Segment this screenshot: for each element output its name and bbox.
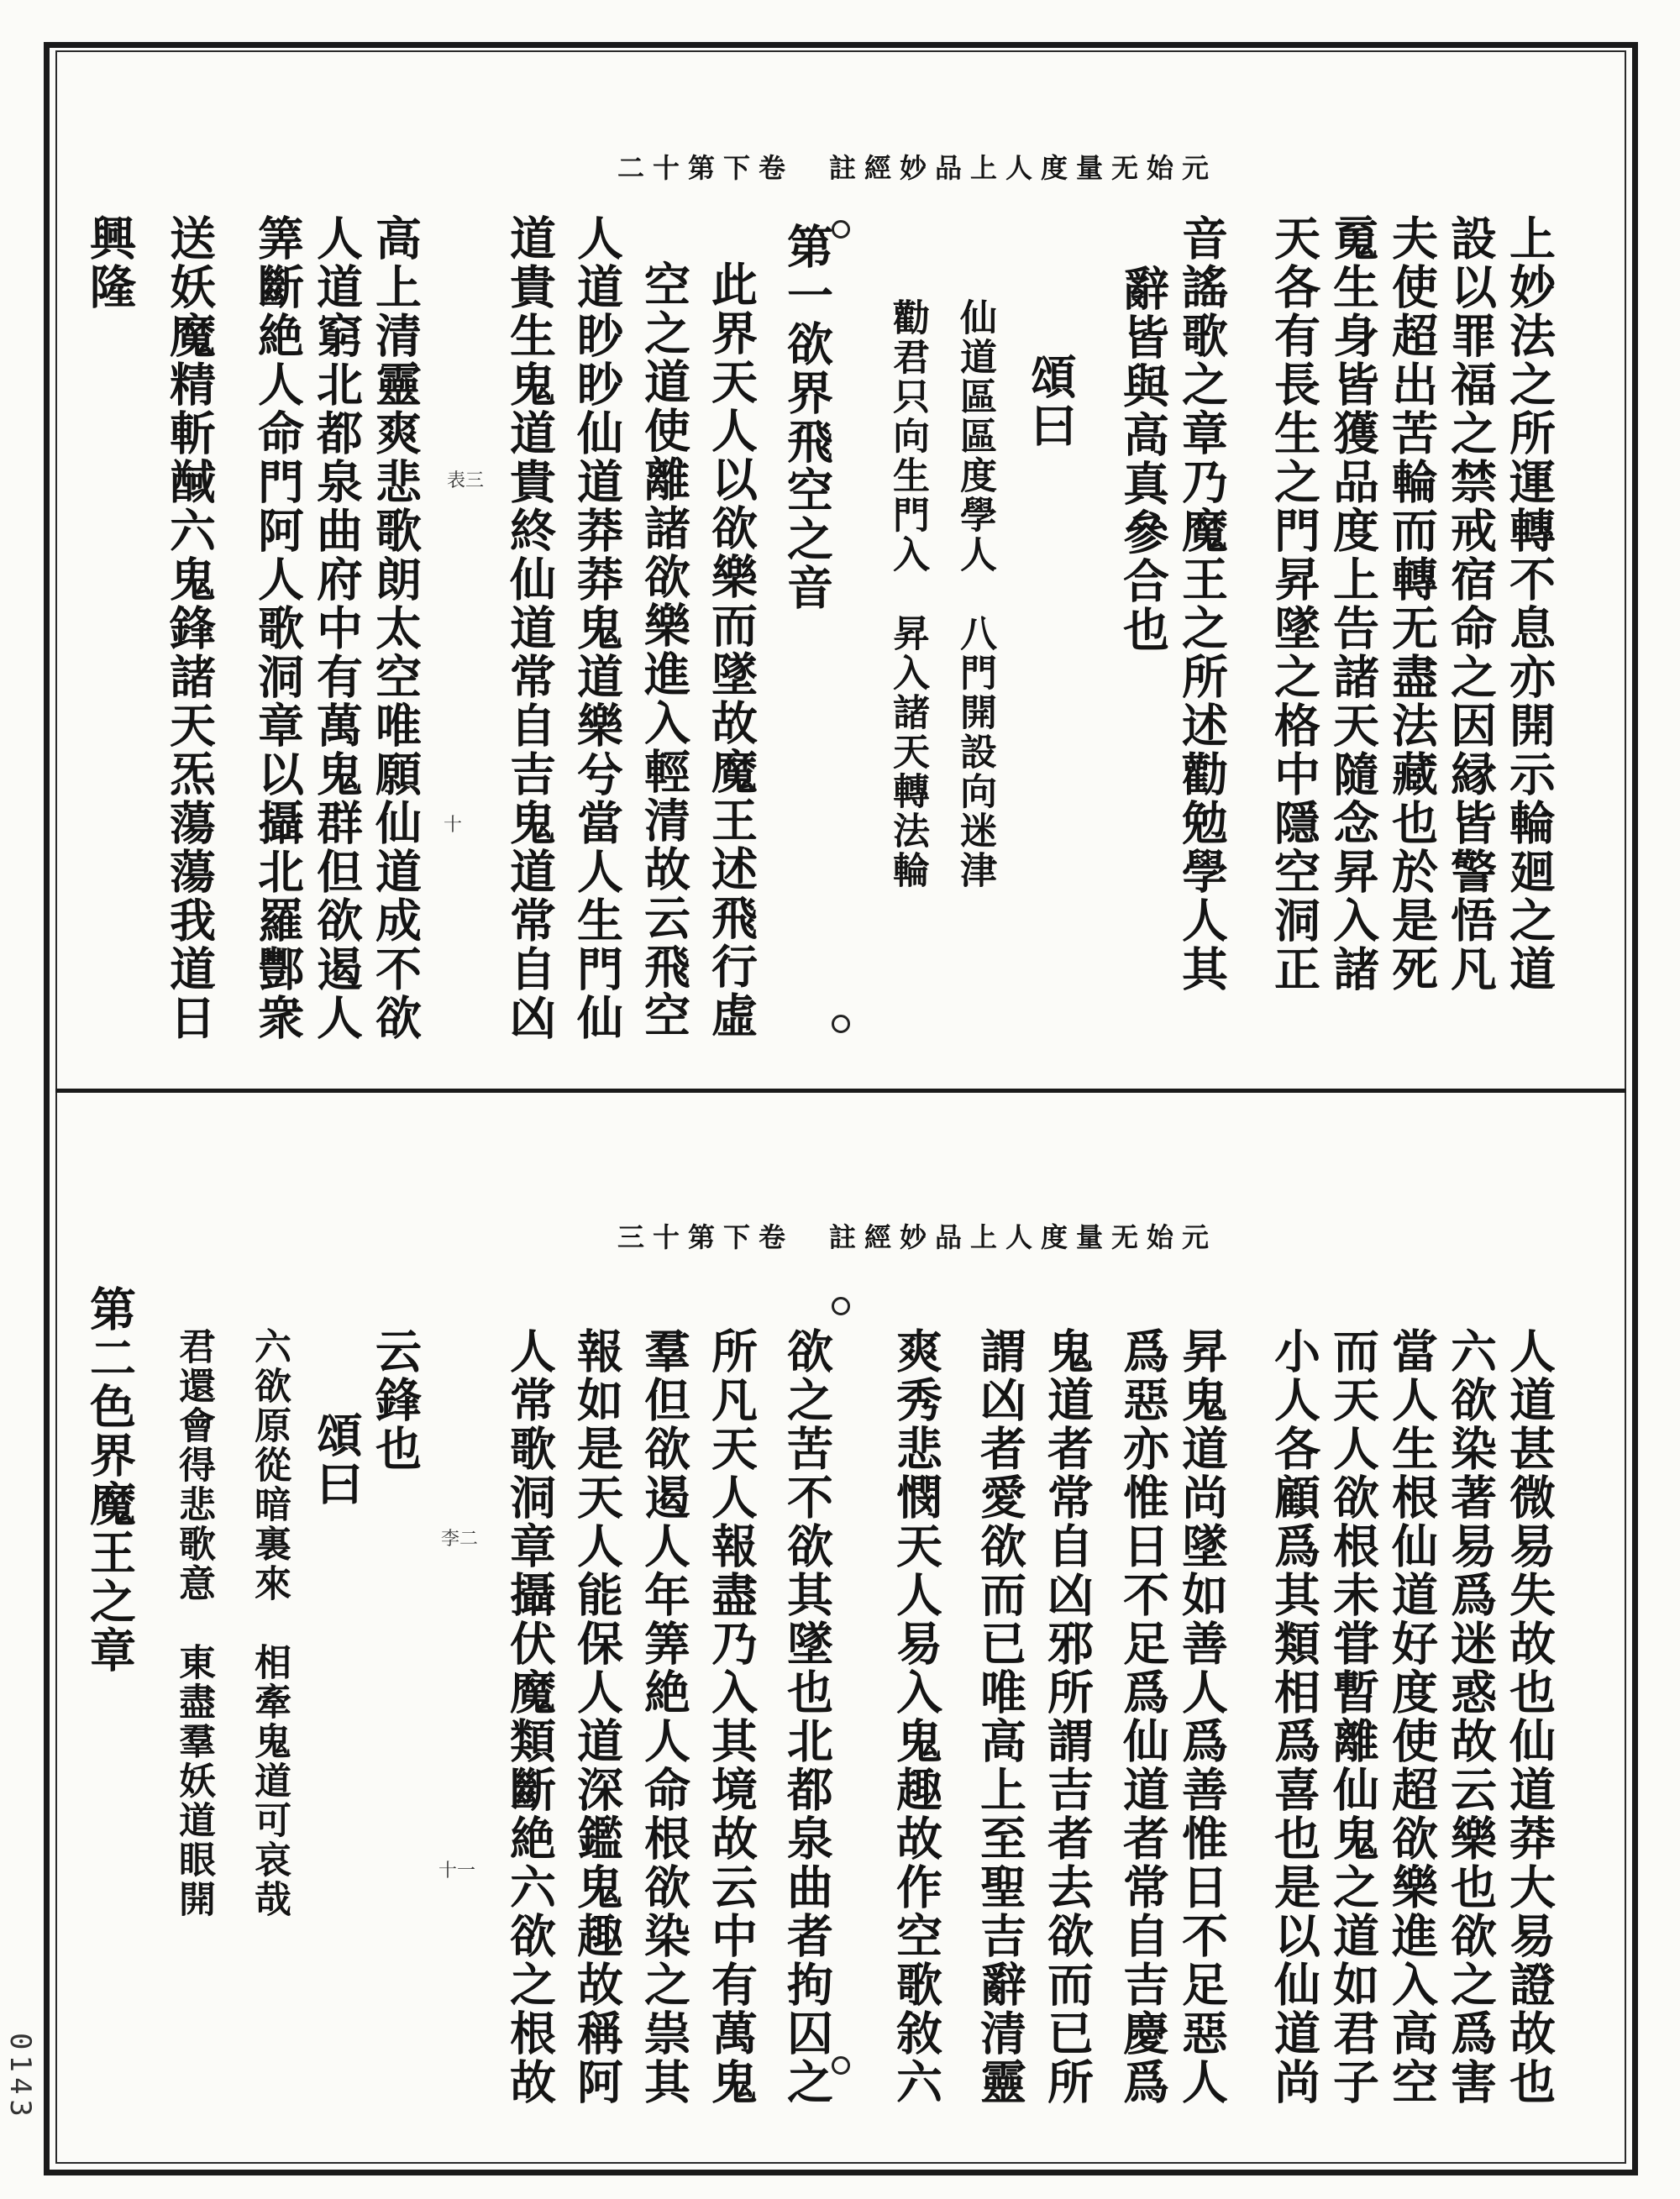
- top-col-7: 辭皆與高真參合也: [1116, 265, 1170, 654]
- top-col-20: 興隆: [82, 214, 137, 312]
- top-col-8: 頌曰: [1023, 353, 1078, 450]
- top-col-1: 上妙法之所運轉不息亦開示輪廻之道: [1502, 214, 1557, 994]
- bottom-col-1: 人道甚微易失故也仙道莽大易證故也: [1502, 1327, 1557, 2107]
- top-col-13: 空之道使離諸欲樂進入輕清故云飛空: [637, 260, 691, 1040]
- top-col-3: 夫使超出苦輪而轉无盡法藏也於是死: [1384, 214, 1439, 994]
- bottom-col-14: 報如是天人能保人道深鑑鬼趣故稱阿: [570, 1327, 624, 2107]
- bottom-col-10: 爽秀悲憫天人易入鬼趣故作空歌敘六: [889, 1327, 943, 2107]
- paragraph-circle-mark: [832, 2056, 850, 2075]
- bottom-col-8: 鬼道者常自凶邪所謂吉者去欲而已所: [1040, 1327, 1095, 2107]
- bottom-col-12: 所凡天人報盡乃入其境故云中有萬鬼: [704, 1327, 759, 2107]
- top-col-9: 仙道區區度學人 八門開設向迷津: [953, 298, 996, 890]
- bottom-col-20: 第二色界魔王之章: [82, 1285, 137, 1675]
- bottom-col-19: 君還會得悲歌意 東盡羣妖道眼開: [172, 1327, 215, 1919]
- top-col-14: 人道眇眇仙道莽莽鬼道樂兮當人生門仙: [570, 214, 624, 1042]
- margin-note: 十: [444, 815, 463, 836]
- paragraph-circle-mark: [832, 1297, 850, 1315]
- bottom-col-15: 人常歌洞章攝伏魔類斷絶六欲之根故: [502, 1327, 557, 2107]
- bottom-col-5: 小人各顧爲其類相爲喜也是以仙道尚: [1267, 1327, 1321, 2107]
- bottom-col-13: 羣但欲遏人年筭絶人命根欲染之祟其: [637, 1327, 691, 2107]
- bottom-col-7: 爲惡亦惟日不足爲仙道者常自吉慶爲: [1116, 1327, 1170, 2107]
- top-col-11: 第一欲界飛空之音: [780, 223, 834, 612]
- bottom-col-17: 頌曰: [309, 1411, 364, 1509]
- top-col-2: 設以罪福之禁戒宿命之因縁皆警悟凡: [1443, 214, 1498, 994]
- paragraph-circle-mark: [832, 220, 850, 239]
- top-col-19: 送妖魔精斬䤋六鬼鋒諸天炁蕩蕩我道日: [162, 214, 217, 1042]
- top-col-10: 勸君只向生門入 昇入諸天轉法輪: [886, 298, 929, 890]
- bottom-col-2: 六欲染著易爲迷惑故云樂也欲之爲害: [1443, 1327, 1498, 2107]
- bottom-col-6: 昇鬼道尚墜如善人爲善惟日不足惡人: [1174, 1327, 1229, 2107]
- top-col-4: 䰟生身皆獲品度上告諸天隨念昇入諸: [1326, 214, 1380, 994]
- bottom-panel-header: 三十第下卷 註經妙品上人度量无始元: [617, 1221, 1218, 1253]
- top-col-16: 高上清靈爽悲歌朗太空唯願仙道成不欲: [368, 214, 423, 1042]
- top-panel-header: 二十第下卷 註經妙品上人度量无始元: [617, 152, 1218, 184]
- top-col-12: 此界天人以欲樂而墜故魔王述飛行虛: [704, 260, 759, 1040]
- panel-divider: [55, 1089, 1626, 1093]
- bottom-col-3: 當人生根仙道好度使超欲樂進入高空: [1384, 1327, 1439, 2107]
- bottom-col-11: 欲之苦不欲其墜也北都泉曲者拘囚之: [780, 1327, 834, 2107]
- margin-note: 表三: [447, 470, 485, 491]
- bottom-col-18: 六欲原從暗裏來 相牽鬼道可哀哉: [248, 1327, 291, 1919]
- bottom-col-16: 云鋒也: [368, 1327, 423, 1473]
- margin-note: 十一: [438, 1860, 476, 1881]
- bottom-col-4: 而天人欲根未甞暫離仙鬼之道如君子: [1326, 1327, 1380, 2107]
- top-col-15: 道貴生鬼道貴終仙道常自吉鬼道常自凶: [502, 214, 557, 1042]
- margin-note: 李二: [441, 1529, 479, 1550]
- top-col-5: 天各有長生之門昇墜之格中隱空洞正: [1267, 214, 1321, 994]
- top-col-18: 筭斷絶人命門阿人歌洞章以攝北羅酆衆: [250, 214, 305, 1042]
- page-number: 0143: [3, 2033, 37, 2122]
- paragraph-circle-mark: [832, 1015, 850, 1033]
- top-col-6: 音謠歌之章乃魔王之所述勸勉學人其: [1174, 214, 1229, 994]
- bottom-col-9: 謂凶者愛欲而已唯高上至聖吉辭清靈: [973, 1327, 1027, 2107]
- top-col-17: 人道窮北都泉曲府中有萬鬼群但欲遏人: [309, 214, 364, 1042]
